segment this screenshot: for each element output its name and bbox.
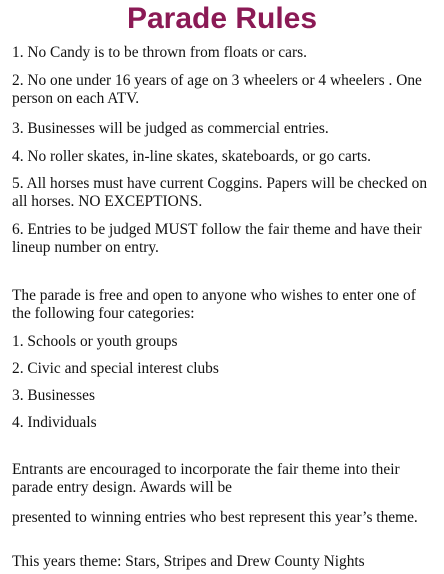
rule-2: 2. No one under 16 years of age on 3 wheelers or 4 wheelers . One person on each ATV.	[12, 72, 422, 107]
rule-5: 5. All horses must have current Coggins. Papers will be checked on all horses. NO EXCEPTIONS.	[12, 175, 428, 210]
category-2: 2. Civic and special interest clubs	[12, 360, 219, 377]
rule-4: 4. No roller skates, in-line skates, skateboards, or go carts.	[12, 148, 372, 165]
category-1: 1. Schools or youth groups	[12, 333, 178, 350]
intro-paragraph: The parade is free and open to anyone who wishes to enter one of the following four categories:	[12, 287, 416, 322]
rule-1: 1. No Candy is to be thrown from floats or cars.	[12, 44, 307, 61]
rule-6: 6. Entries to be judged MUST follow the fair theme and have their lineup number on entry.	[12, 221, 422, 256]
rule-3: 3. Businesses will be judged as commercial entries.	[12, 120, 329, 137]
theme-line: This years theme: Stars, Stripes and Drew County Nights	[12, 553, 365, 570]
category-3: 3. Businesses	[12, 387, 95, 404]
category-4: 4. Individuals	[12, 414, 97, 431]
closing-paragraph-1: Entrants are encouraged to incorporate the fair theme into their parade entry design. Awards will be	[12, 461, 400, 496]
page-title: Parade Rules	[126, 2, 318, 35]
closing-paragraph-2: presented to winning entries who best represent this year’s theme.	[12, 509, 418, 526]
